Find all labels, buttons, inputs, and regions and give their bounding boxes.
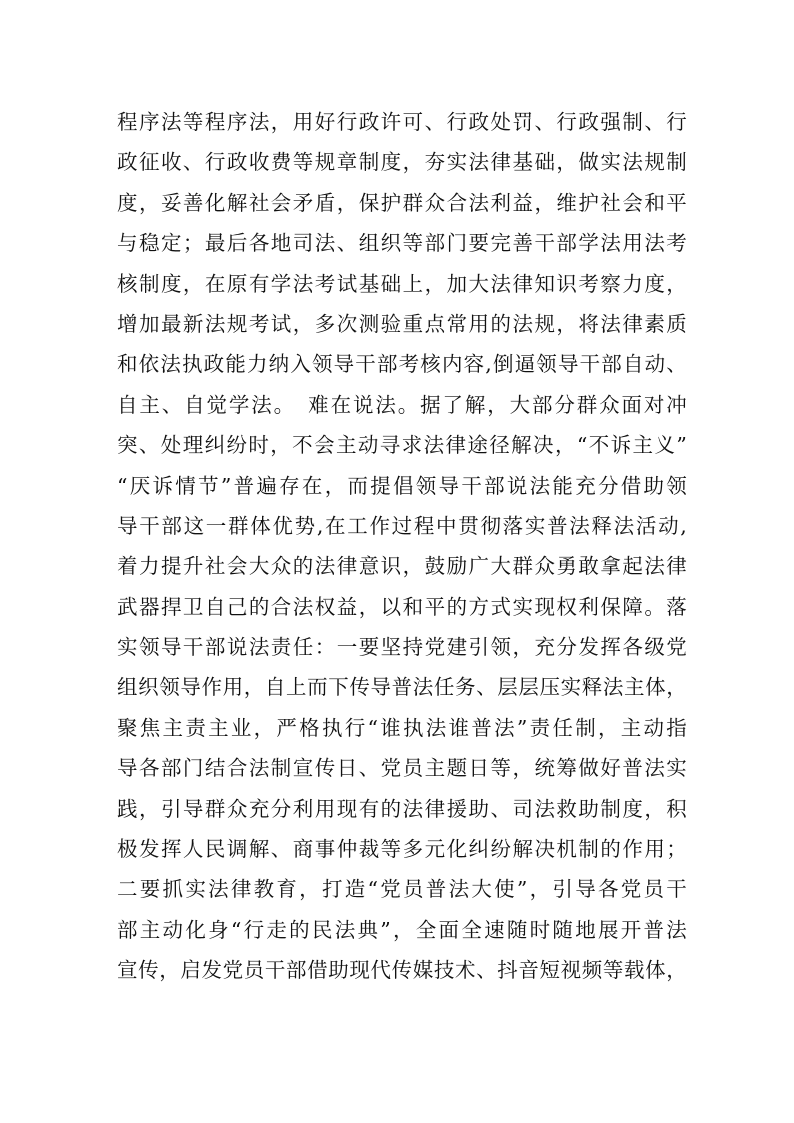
text-line: 与稳定；最后各地司法、组织等部门要完善干部学法用法考	[117, 231, 687, 256]
text-line: 核制度，在原有学法考试基础上，加大法律知识考察力度，	[117, 271, 687, 296]
text-line: 政征收、行政收费等规章制度，夯实法律基础，做实法规制	[117, 150, 687, 175]
text-line: 导各部门结合法制宣传日、党员主题日等，统筹做好普法实	[117, 756, 687, 781]
body-text	[117, 102, 687, 991]
text-line: 践，引导群众充分利用现有的法律援助、司法救助制度，积	[117, 796, 687, 821]
text-line: 宣传，启发党员干部借助现代传媒技术、抖音短视频等载体，	[117, 958, 687, 983]
text-line: 组织领导作用，自上而下传导普法任务、层层压实释法主体，	[117, 675, 687, 700]
text-line: 突、处理纠纷时，不会主动寻求法律途径解决，“不诉主义”	[117, 433, 687, 458]
text-line: 导干部这一群体优势,在工作过程中贯彻落实普法释法活动,	[117, 513, 687, 538]
text-line: 增加最新法规考试，多次测验重点常用的法规，将法律素质	[117, 311, 687, 336]
text-line: 聚焦主责主业，严格执行“谁执法谁普法”责任制，主动指	[117, 715, 687, 740]
text-line: 程序法等程序法，用好行政许可、行政处罚、行政强制、行	[117, 110, 687, 134]
text-line: 武器捍卫自己的合法权益，以和平的方式实现权利保障。落	[117, 594, 687, 619]
text-line: 实领导干部说法责任：一要坚持党建引领，充分发挥各级党	[117, 635, 687, 660]
text-line: “厌诉情节”普遍存在，而提倡领导干部说法能充分借助领	[117, 473, 687, 498]
text-line: 部主动化身“行走的民法典”，全面全速随时随地展开普法	[117, 917, 687, 942]
text-line: 极发挥人民调解、商事仲裁等多元化纠纷解决机制的作用；	[117, 837, 687, 862]
text-line: 着力提升社会大众的法律意识，鼓励广大群众勇敢拿起法律	[117, 554, 687, 579]
text-line: 自主、自觉学法。 难在说法。据了解，大部分群众面对冲	[117, 392, 687, 417]
text-line: 和依法执政能力纳入领导干部考核内容,倒逼领导干部自动、	[117, 352, 687, 377]
text-line: 度，妥善化解社会矛盾，保护群众合法利益，维护社会和平	[117, 190, 687, 215]
text-line: 二要抓实法律教育，打造“党员普法大使”，引导各党员干	[117, 877, 687, 902]
